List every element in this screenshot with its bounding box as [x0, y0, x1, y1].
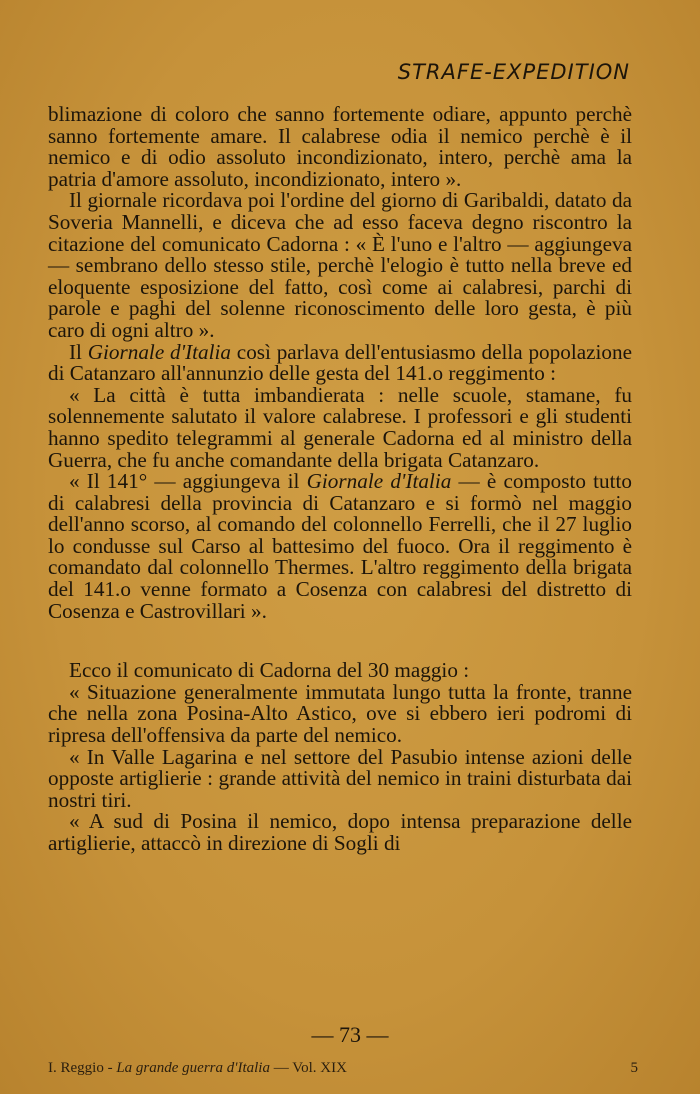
paragraph: « A sud di Posina il nemico, dopo intensa preparazione delle artiglierie, attaccò in direzione di Sogli di: [48, 809, 632, 855]
footer-separator: -: [103, 1060, 117, 1076]
paragraph: Il giornale ricordava poi l'ordine del giorno di Garibaldi, datato da Soveria Mannelli, e diceva che ad esso faceva degno riscontro la citazione del comunicato Cadorna : « È l'uno e l'altro — aggiungeva — sembrano dello stesso stile, perchè l'elogio è tutto nella breve ed eloquente esposizione del fatto, così come ai calabresi, parchi di parole e paghi del solenne riconoscimento delle loro gesta, è più caro di ogni altro ».: [48, 188, 632, 342]
paragraph: « Situazione generalmente immutata lungo tutta la fronte, tranne che nella zona Posina-Alto Astico, ove si ebbero ieri podromi di ripresa dell'offensiva da parte del nemico.: [48, 679, 632, 748]
page-number: — 73 —: [311, 1022, 389, 1047]
footer-author: I. Reggio: [48, 1060, 104, 1076]
newspaper-title: Giornale d'Italia: [87, 339, 232, 364]
paragraph: « In Valle Lagarina e nel settore del Pasubio intense azioni delle opposte artiglierie : grande attività del nemico in traini disturbata dai nostri tiri.: [48, 744, 632, 812]
section-gap: [48, 622, 632, 660]
text-run: così parlava dell'entusiasmo della popolazione di Catanzaro all'annunzio delle gesta del 141.o reggimento :: [48, 339, 632, 386]
footer-book-title: La grande guerra d'Italia: [116, 1060, 270, 1076]
newspaper-title: Giornale d'Italia: [306, 469, 452, 494]
paragraph: [48, 339, 632, 386]
footer: [48, 1060, 638, 1077]
footer-volume: — Vol. XIX: [269, 1060, 347, 1076]
text-run: « Il 141° — aggiungeva il: [69, 469, 307, 494]
main-text: [48, 104, 632, 855]
paragraph: Ecco il comunicato di Cadorna del 30 maggio :: [69, 658, 470, 683]
paragraph: [48, 471, 632, 622]
text-run: — è composto tutto di calabresi della provincia di Catanzaro e si formò nel maggio dell'anno scorso, al comando del colonnello Ferrelli, che il 27 luglio lo condusse sul Carso al battesimo del fuoco. Ora il reggimento è comandato dal colonnello Thermes. L'altro reggimento della brigata del 141.o venne formato a Cosenza con calabresi del distretto di Cosenza e Castrovillari ».: [48, 469, 632, 623]
paragraph: « La città è tutta imbandierata : nelle scuole, stamane, fu solennemente salutato il valore calabrese. I professori e gli studenti hanno spedito telegrammi al generale Cadorna ed al ministro della Guerra, che fu anche comandante della brigata Catanzaro.: [48, 382, 632, 472]
footer-signature: 5: [630, 1060, 638, 1076]
paragraph: blimazione di coloro che sanno fortemente odiare, appunto perchè sanno fortemente amare. Il calabrese odia il nemico perchè è il nemico e di odio assoluto incondizionato, intero, perchè ama la patria d'amore assoluto, incondizionato, intero ».: [48, 102, 632, 191]
text-run: Il: [69, 339, 88, 364]
running-title: STRAFE-EXPEDITION: [397, 60, 630, 84]
